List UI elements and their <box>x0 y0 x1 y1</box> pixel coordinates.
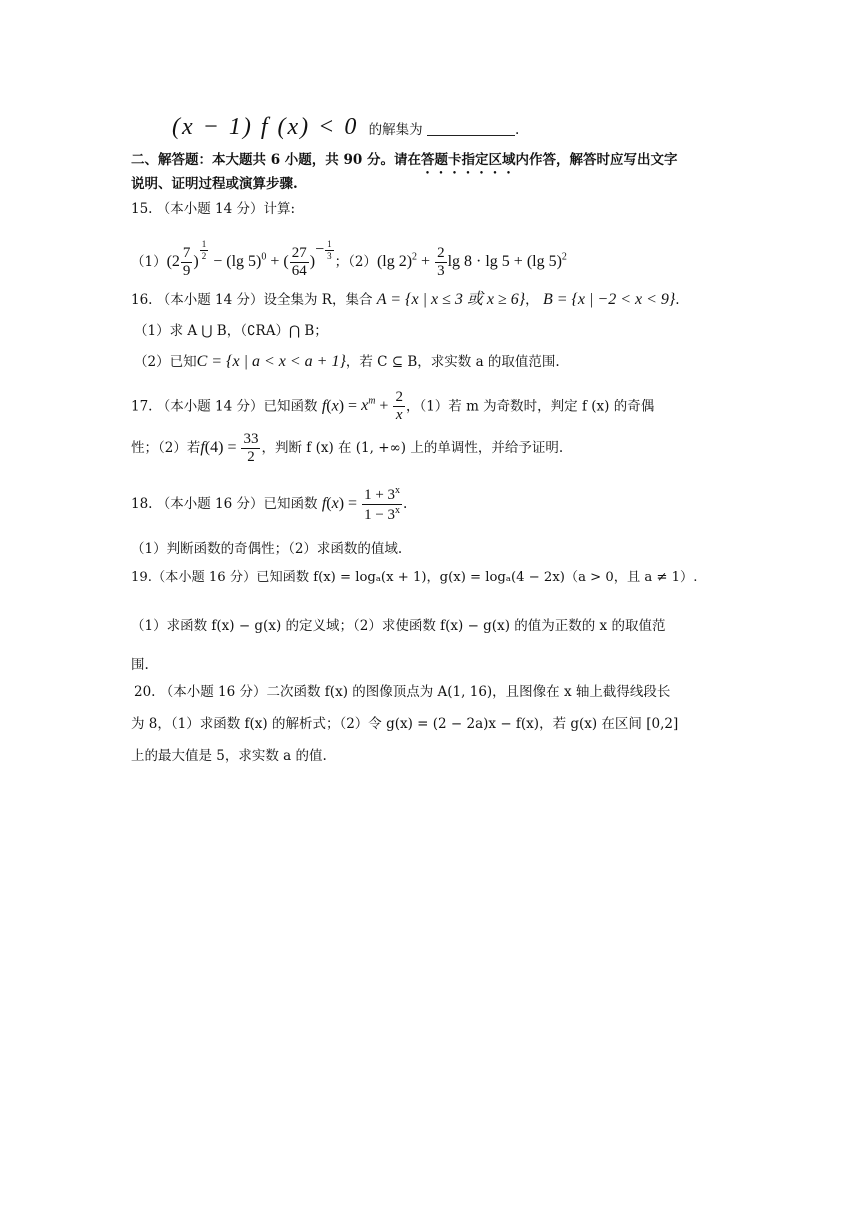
set-c: C = {x | a < x < a + 1} <box>196 353 346 370</box>
section-two-title-line2: 说明、证明过程或演算步骤. <box>131 176 298 192</box>
q19-line2: （1）求函数 f(x) − g(x) 的定义域；（2）求使函数 f(x) − g(x) 的值为正数的 x 的取值范 <box>131 618 666 634</box>
set-b: B = {x | −2 < x < 9} <box>542 291 676 308</box>
q17-line2-label: 性；（2）若 <box>131 440 201 456</box>
q15-head: 15. （本小题 14 分）计算: <box>131 201 296 217</box>
q20-line3: 上的最大值是 5，求实数 a 的值. <box>131 748 327 764</box>
set-a: A = {x | x ≤ 3 或 x ≥ 6} <box>376 291 526 308</box>
section-title-part1: 二、解答题：本大题共 6 小题，共 90 分。请在 <box>131 152 421 168</box>
q18-head: 18. （本小题 16 分）已知函数 <box>131 496 318 512</box>
q17-head: 17. （本小题 14 分）已知函数 <box>131 398 318 415</box>
q16-part2-label: （2）已知 <box>134 354 197 370</box>
q17-line2: 性；（2）若f(4) = $\frac{33}{2}$ ，判断 f (x) 在 (1, +∞) 上的单调性，并给予证明. <box>131 431 564 465</box>
carry-over-line <box>172 112 519 145</box>
q19-line3: 围. <box>131 657 149 673</box>
q20-line2: 为 8，（1）求函数 f(x) 的解析式；（2）令 g(x) = (2 − 2a)x − f(x)，若 g(x) 在区间 [0,2] <box>131 716 679 732</box>
q17-line1: 17. （本小题 14 分）已知函数 $f(x) = x^m$ + $\frac{2}{x}$ ，（1）若 m 为奇数时，判定 f (x) 的奇偶 <box>131 389 655 424</box>
q18-line1: 18. （本小题 16 分）已知函数 f(x) = $\frac{1 + 3^x}{1 - 3^x}$ . <box>131 485 408 523</box>
q15-expression: （1）(2 $\frac{7}{9}$ ) $^{\frac{1}{2}}$ − (lg 5)$^0$ + ( $\frac{27}{64}$ )$^{- \frac{1}{3}}$ ；（2）(lg 2)$^2$ + $\frac{2}{3}$ lg 8 · lg 5 + (lg 5)$^2$ <box>131 238 567 279</box>
section-two-title <box>131 150 677 177</box>
q16-part2-text: ，若 C ⊆ B，求实数 a 的取值范围. <box>345 354 560 370</box>
q17-line2-text: ，判断 f (x) 在 (1, +∞) 上的单调性，并给予证明. <box>261 440 564 456</box>
q16-part1: （1）求 A ⋃ B，（∁RA）⋂ B； <box>134 323 328 339</box>
section-title-part2: 内作答，解答时应写出文字 <box>515 152 678 168</box>
inequality-math: (x − 1) f (x) < 0 <box>172 114 359 140</box>
q16-part2 <box>134 352 560 372</box>
q15-part1-label: （1） <box>131 254 167 270</box>
q16-head-text: 16. （本小题 14 分）设全集为 R，集合 <box>131 292 373 308</box>
period: . <box>514 122 520 138</box>
answer-blank <box>427 121 515 136</box>
q15-part2-label: ；（2） <box>334 254 377 270</box>
q19-line1: 19.（本小题 16 分）已知函数 f(x) = logₐ(x + 1)，g(x) = logₐ(4 − 2x)（a > 0，且 a ≠ 1）. <box>131 570 698 585</box>
section-title-dotted: 答题卡指定区域 <box>420 152 516 168</box>
q17-part1: ，（1）若 m 为奇数时，判定 f (x) 的奇偶 <box>405 398 655 415</box>
q16-head: 16. （本小题 14 分）设全集为 R，集合 A = {x | x ≤ 3 或 x ≥ 6}， B = {x | −2 < x < 9}. <box>131 291 680 308</box>
solution-set-label: 的解集为 <box>368 122 423 138</box>
q18-parts: （1）判断函数的奇偶性；（2）求函数的值域. <box>131 541 403 557</box>
q20-line1: 20. （本小题 16 分）二次函数 f(x) 的图像顶点为 A(1, 16)，且图像在 x 轴上截得线段长 <box>134 684 671 700</box>
